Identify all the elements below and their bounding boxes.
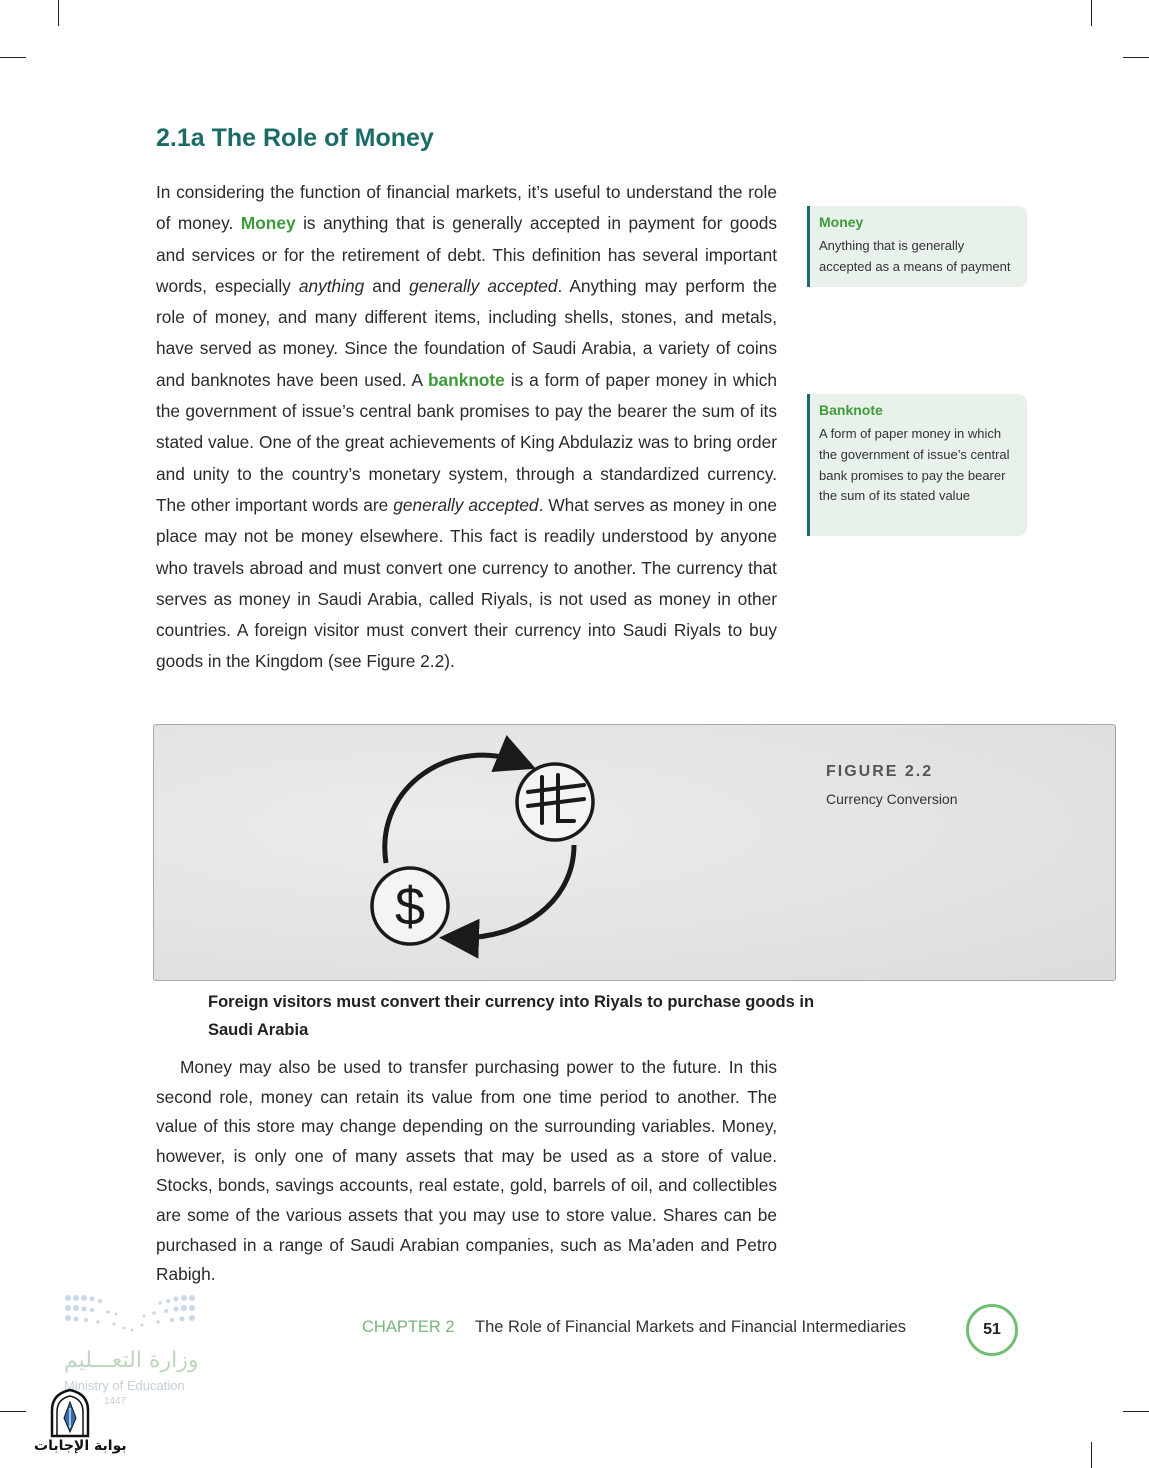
- conversion-arrow-upper: [385, 755, 522, 863]
- footer-chapter-label: CHAPTER 2: [362, 1318, 455, 1336]
- ministry-logo-dots: [62, 1292, 202, 1340]
- figure-panel: [153, 724, 1116, 981]
- text-run: In considering the function of financial markets, it’s useful to understand the role of money.: [156, 182, 777, 234]
- text-run: . What serves as money in one place may not be money elsewhere. This fact is readily understood by anyone who travels abroad and must convert one currency to another. The currency that serves as money in Saudi Arabia, called Riyals, is not used as money in other countries. A foreign visitor must convert their currency into Saudi Riyals to buy goods in the Kingdom (see Figure 2.2).: [156, 494, 777, 672]
- crop-mark: [0, 57, 26, 58]
- section-title: 2.1a The Role of Money: [156, 124, 434, 152]
- figure-label: FIGURE 2.2: [826, 763, 934, 780]
- glossary-definition: A form of paper money in which the government of issue’s central bank promises to pay the bearer the sum of its stated value: [819, 426, 1010, 504]
- emphasis-generally-accepted: generally accepted: [393, 494, 539, 515]
- glossary-term: Money: [819, 214, 864, 230]
- figure-subtitle: Currency Conversion: [826, 791, 958, 807]
- crop-mark: [1091, 0, 1092, 26]
- glossary-definition: Anything that is generally accepted as a means of payment: [819, 238, 1011, 274]
- text-run: . Anything may perform the role of money, and many different items, including shells, stones, and metals, have served as money. Since the foundation of Saudi Arabia, a variety of coins and banknotes have been used. A: [156, 275, 777, 390]
- key-term-money: Money: [240, 213, 296, 234]
- ministry-year: 1447: [104, 1396, 127, 1407]
- key-term-banknote: banknote: [427, 369, 505, 390]
- dollar-symbol: $: [394, 877, 426, 937]
- dollar-icon: [372, 868, 448, 944]
- currency-conversion-diagram: [154, 725, 1115, 980]
- footer-chapter-title: The Role of Financial Markets and Financial Intermediaries: [475, 1318, 907, 1336]
- glossary-term: Banknote: [819, 402, 883, 418]
- answers-portal-logo: [48, 1388, 92, 1438]
- answers-portal-name: بوابة الإجابات: [34, 1438, 127, 1454]
- crop-mark: [1123, 1411, 1149, 1412]
- riyal-icon: [517, 764, 593, 840]
- emphasis-anything: anything: [298, 275, 365, 296]
- body-paragraph-2: Money may also be used to transfer purchasing power to the future. In this second role, money can retain its value from one time period to another. The value of this store may change depending on the surrounding variables. Money, however, is only one of many assets that may be used as a store of value. Stocks, bonds, savings accounts, real estate, gold, barrels of oil, and collectibles are some of the various assets that you may use to store value. Shares can be purchased in a range of Saudi Arabian companies, such as Ma’aden and Petro Rabigh.: [156, 1057, 777, 1285]
- crop-mark: [58, 0, 59, 26]
- crop-mark: [1123, 57, 1149, 58]
- crop-mark: [0, 1411, 26, 1412]
- text-run: is a form of paper money in which the government of issue’s central bank promises to pay the bearer the sum of its stated value. One of the great achievements of King Abdulaziz was to bring order and unity to the country’s monetary system, through a standardized currency. The other important words are: [156, 369, 777, 515]
- ministry-name-english: Ministry of Education: [64, 1378, 185, 1393]
- emphasis-generally-accepted: generally accepted: [409, 275, 558, 296]
- glossary-box-banknote: [807, 394, 1027, 536]
- body-paragraph-1: [156, 177, 777, 678]
- conversion-arrow-lower: [454, 845, 574, 938]
- figure-caption: Foreign visitors must convert their currency into Riyals to purchase goods in Saudi Arabia: [208, 993, 815, 1039]
- glossary-box-money: [807, 206, 1027, 287]
- crop-mark: [1091, 1442, 1092, 1468]
- page-number: 51: [966, 1304, 1018, 1356]
- ministry-name-arabic: وزارة التعـــليم: [64, 1348, 199, 1373]
- text-run: and: [372, 275, 402, 296]
- text-run: is anything that is generally accepted in payment for goods and services or for the retirement of debt. This definition has several important words, especially: [156, 213, 777, 296]
